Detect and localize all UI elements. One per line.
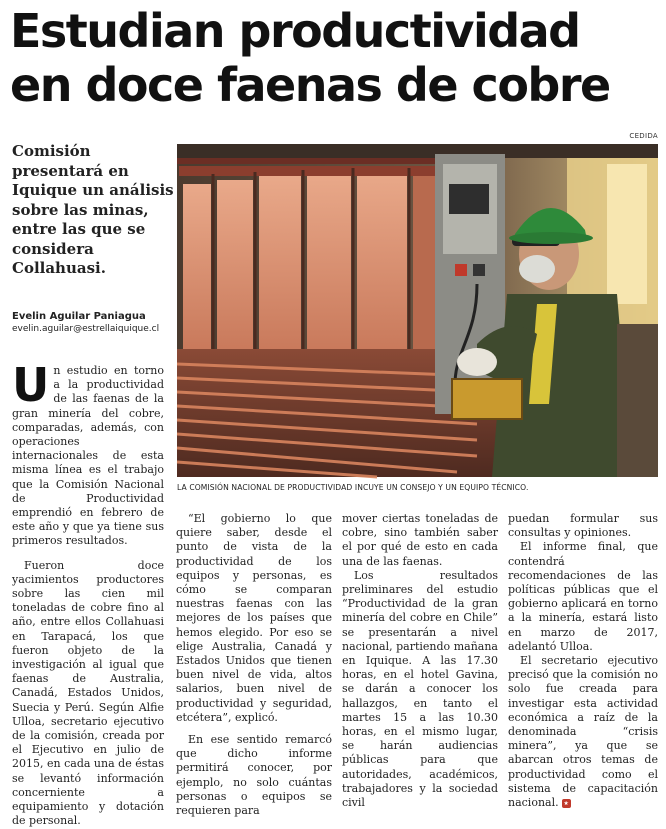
article-paragraph-4: En ese sentido remarcó que dicho informe permitirá conocer, por ejemplo, no solo cuántas personas o equipos se requieren para [176,733,332,818]
end-mark-icon [562,799,571,808]
photo-credit: CEDIDA [629,132,658,140]
article-paragraph-6: Los resultados preliminares del estudio “Productividad de la gran minería del cobre en Chile” se presentarán a nivel nacional, partiendo mañana en Iquique. A las 17.30 horas, en el hotel Gavina, se darán a conocer los hallazgos, en tanto el martes 15 a las 10.30 horas, en el mismo lugar, se harán audiencias públicas para que autoridades, académicos, trabajadores y la sociedad civil [342,568,498,810]
author-name: Evelin Aguilar Paniagua [12,311,146,322]
lead-summary: Comisión presentará en Iquique un análisis sobre las minas, entre las que se considera Collahuasi. [12,142,174,277]
article-paragraph-7: puedan formular sus consultas y opiniones. [508,512,658,540]
article-column-4 [508,512,658,810]
author-email: evelin.aguilar@estrellaiquique.cl [12,324,160,334]
headline-line-1: Estudian productividad [10,4,580,58]
article-paragraph-3: “El gobierno lo que quiere saber, desde el punto de vista de la productividad de los equipos y personas, es cómo se comparan nuestras faenas con las mejores de los países que hemos elegido. Por eso se elige Australia, Canadá y Estados Unidos que tienen buen nivel de vida, altos salarios, buen nivel de productividad y seguridad, etcétera”, explicó. [176,512,332,724]
article-column-2 [176,512,332,818]
headline-line-2: en doce faenas de cobre [10,58,610,112]
article-paragraph-5: mover ciertas toneladas de cobre, sino también saber el por qué de esto en cada una de las faenas. [342,512,498,568]
copper-plant-worker-photo [177,144,658,477]
headline [10,4,660,112]
article-column-3 [342,512,498,810]
article-paragraph-2: Fueron doce yacimientos productores sobre las cien mil toneladas de cobre fino al año, entre ellos Collahuasi en Tarapacá, los que fueron objeto de la investigación al igual que faenas de Australia, Canadá, Estados Unidos, Suecia y Perú. Según Alfie Ulloa, secretario ejecutivo de la comisión, creada por el Ejecutivo en julio de 2015, en cada una de éstas se levantó información concerniente a equipamiento y dotación de personal. [12,558,164,828]
article-paragraph-9 [508,654,658,810]
paragraph-9-text: El secretario ejecutivo precisó que la comisión no solo fue creada para investigar esta actividad económica a raíz de la denominada “crisis minera”, ya que se abarcan otros temas de productividad como el sistema de capacitación nacional. [508,654,658,810]
photo-illustration [177,144,658,477]
paragraph-1-text: n estudio en torno a la productividad de las faenas de la gran minería del cobre, comparadas, además, con operaciones internacionales de esta misma línea es el trabajo que la Comisión Nacional de Productividad emprendió en febrero de este año y que ya tiene sus primeros resultados. [12,364,164,548]
article-column-1 [12,358,164,829]
byline [12,310,177,336]
article-paragraph-1 [12,358,164,549]
photo-caption: LA COMISIÓN NACIONAL DE PRODUCTIVIDAD INCUYE UN CONSEJO Y UN EQUIPO TÉCNICO. [177,483,529,492]
article-paragraph-8: El informe final, que contendrá recomendaciones de las políticas públicas que el gobierno aplicará en torno a la minería, estará listo en marzo de 2017, adelantó Ulloa. [508,540,658,653]
drop-cap: U [12,358,50,412]
